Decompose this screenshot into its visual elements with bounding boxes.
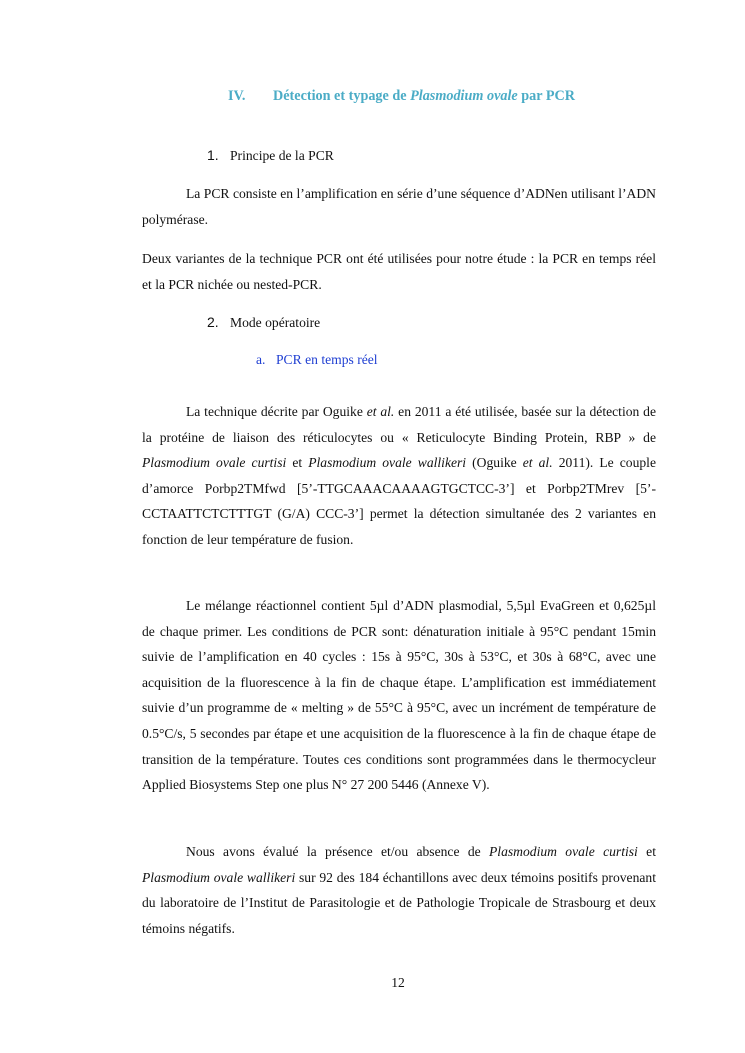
paragraph-variantes: Deux variantes de la technique PCR ont été utilisées pour notre étude : la PCR en temps réel et la PCR nichée ou nested-PCR. [142,251,656,292]
text-run-italic: et al. [366,404,395,419]
text-run: et [286,455,309,471]
section-number: IV. [228,88,246,104]
subsubsection-number: a. [256,352,266,367]
text-run: Nous avons évalué la présence et/ou absence de [186,844,489,859]
text-run: sur 92 des 184 échantillons avec deux témoins positifs provenant du laboratoire de l’Institut de Parasitologie et de Pathologie Tropicale de Strasbourg et deux témoins négatifs. [142,869,656,936]
text-run: La technique décrite par Oguike [186,404,367,419]
subsection-mode-operatoire [207,314,320,331]
paragraph-principe: La PCR consiste en l’amplification en série d’une séquence d’ADNen utilisant l’ADN polymérase. [142,186,656,227]
subsubsection-pcr-temps-reel [256,352,378,368]
subsection-number: 2. [207,314,219,330]
subsubsection-title: PCR en temps réel [276,352,378,367]
text-run: 2011). Le couple d’amorce Porbp2TMfwd [5’-TTGCAAACAAAAGTGCTCC-3’] et Porbp2TMrev [5’- CCTAATTCTCTTTGT (G/A) CCC-3’] permet la détection simultanée des 2 variantes en fonction de leur température de fusion. [142,455,656,547]
text-run: (Oguike [466,455,523,471]
text-run-italic: Plasmodium ovale wallikeri [308,455,467,471]
paragraph-evaluation [142,839,656,941]
subsection-title: Principe de la PCR [230,148,334,163]
text-run-italic: Plasmodium ovale curtisi [142,455,287,471]
section-title-start: Détection et typage de [273,88,411,104]
paragraph-technique [142,399,656,553]
paragraph-melange: Le mélange réactionnel contient 5µl d’ADN plasmodial, 5,5µl EvaGreen et 0,625µl de chaque primer. Les conditions de PCR sont: dénaturation initiale à 95°C pendant 15min suivie de l’amplification en 40 cycles : 15s à 95°C, 30s à 53°C, et 30s à 68°C, avec une acquisition de la fluorescence à la fin de chaque étape. L’amplification est immédiatement suivie d’un programme de « melting » de 55°C à 95°C, avec un incrément de température de 0.5°C/s, 5 secondes par étape et une acquisition de la fluorescence à la fin de chaque étape de transition de la température. Toutes ces conditions sont programmées dans le thermocycleur Applied Biosystems Step one plus N° 27 200 5446 (Annexe V). [142,598,656,793]
section-title-end: par PCR [517,88,575,104]
subsection-principe [207,147,334,164]
text-run: et [637,844,656,859]
section-heading [228,88,575,105]
subsection-number: 1. [207,147,219,163]
text-run: en 2011 a été utilisée, basée sur la détection de la protéine de liaison des réticulocytes ou « Reticulocyte Binding Protein, RBP » de [142,404,656,445]
text-run-italic: Plasmodium ovale wallikeri [142,869,296,885]
subsection-title: Mode opératoire [230,315,321,330]
section-title-italic: Plasmodium ovale [410,88,518,104]
text-run-italic: Plasmodium ovale curtisi [489,844,638,859]
text-run-italic: et al. [522,455,553,471]
page-number: 12 [391,975,405,990]
